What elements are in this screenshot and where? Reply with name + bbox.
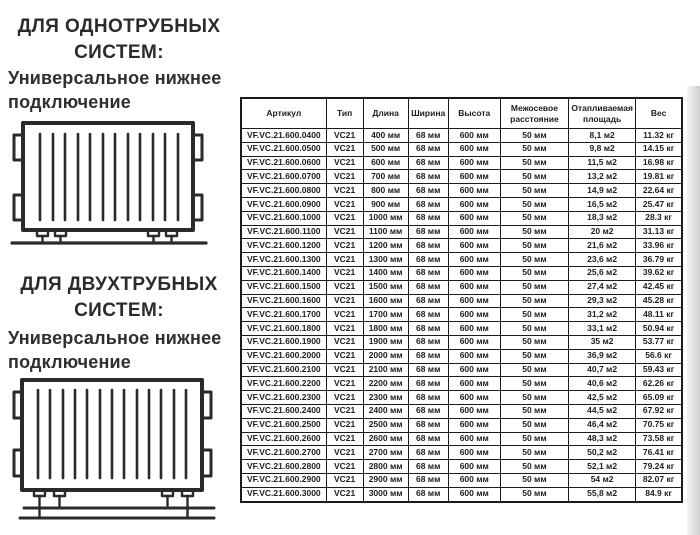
table-cell: 2700 мм: [363, 446, 408, 460]
table-cell: VC21: [326, 170, 363, 184]
table-cell: VC21: [326, 335, 363, 349]
table-cell: 79.24 кг: [636, 460, 682, 474]
table-cell: 68 мм: [408, 266, 448, 280]
table-row: [241, 280, 682, 294]
table-cell: 18,3 м2: [569, 211, 636, 225]
column-header: Межосевое расстояние: [500, 98, 568, 129]
table-row: [241, 460, 682, 474]
table-cell: 50 мм: [500, 266, 568, 280]
table-cell: VC21: [326, 308, 363, 322]
table-cell: VF.VC.21.600.1300: [241, 253, 326, 267]
table-cell: 600 мм: [448, 335, 500, 349]
table-cell: VF.VC.21.600.2200: [241, 377, 326, 391]
table-row: [241, 487, 682, 501]
table-row: [241, 349, 682, 363]
table-cell: 68 мм: [408, 294, 448, 308]
table-cell: 2800 мм: [363, 460, 408, 474]
table-cell: 600 мм: [448, 129, 500, 143]
table-cell: VC21: [326, 197, 363, 211]
column-header: Высота: [448, 98, 500, 129]
table-row: [241, 446, 682, 460]
table-cell: 68 мм: [408, 391, 448, 405]
table-cell: 600 мм: [448, 211, 500, 225]
table-row: [241, 129, 682, 143]
table-cell: 1700 мм: [363, 308, 408, 322]
table-cell: 68 мм: [408, 363, 448, 377]
table-cell: 31.13 кг: [636, 225, 682, 239]
table-cell: 68 мм: [408, 142, 448, 156]
table-cell: VF.VC.21.600.2800: [241, 460, 326, 474]
column-header: Длина: [363, 98, 408, 129]
table-cell: 8,1 м2: [569, 129, 636, 143]
table-cell: 68 мм: [408, 377, 448, 391]
table-cell: 600 мм: [448, 239, 500, 253]
table-cell: 25.47 кг: [636, 197, 682, 211]
table-cell: 600 мм: [448, 308, 500, 322]
table-cell: 600 мм: [448, 432, 500, 446]
table-row: [241, 266, 682, 280]
table-cell: VC21: [326, 225, 363, 239]
table-cell: 50.94 кг: [636, 322, 682, 336]
two-pipe-subheading: Универсальное нижнее подключение: [8, 328, 222, 373]
table-cell: 68 мм: [408, 197, 448, 211]
table-cell: 800 мм: [363, 184, 408, 198]
table-cell: VC21: [326, 266, 363, 280]
table-cell: 700 мм: [363, 170, 408, 184]
column-header: Вес: [636, 98, 682, 129]
table-cell: 68 мм: [408, 253, 448, 267]
table-cell: 62.26 кг: [636, 377, 682, 391]
table-cell: 600 мм: [448, 253, 500, 267]
two-pipe-heading: ДЛЯ ДВУХТРУБНЫХ СИСТЕМ:: [20, 274, 218, 321]
table-cell: 500 мм: [363, 142, 408, 156]
table-cell: VC21: [326, 391, 363, 405]
table-row: [241, 170, 682, 184]
table-cell: 68 мм: [408, 460, 448, 474]
table-cell: VF.VC.21.600.1500: [241, 280, 326, 294]
table-cell: 600 мм: [448, 487, 500, 501]
table-cell: 68 мм: [408, 446, 448, 460]
table-cell: 1000 мм: [363, 211, 408, 225]
table-cell: 48.11 кг: [636, 308, 682, 322]
table-cell: 50,2 м2: [569, 446, 636, 460]
table-cell: VF.VC.21.600.1000: [241, 211, 326, 225]
table-cell: 50 мм: [500, 197, 568, 211]
table-cell: VC21: [326, 142, 363, 156]
table-body: [241, 129, 682, 502]
table-cell: 28.3 кг: [636, 211, 682, 225]
table-cell: VF.VC.21.600.2900: [241, 473, 326, 487]
table-cell: 67.92 кг: [636, 404, 682, 418]
table-cell: 68 мм: [408, 322, 448, 336]
table-cell: 50 мм: [500, 322, 568, 336]
table-cell: 1400 мм: [363, 266, 408, 280]
table-cell: VF.VC.21.600.2400: [241, 404, 326, 418]
table-cell: VC21: [326, 322, 363, 336]
one-pipe-heading: ДЛЯ ОДНОТРУБНЫХ СИСТЕМ:: [17, 16, 221, 63]
table-cell: 21,6 м2: [569, 239, 636, 253]
table-cell: 1200 мм: [363, 239, 408, 253]
table-row: [241, 418, 682, 432]
table-cell: VC21: [326, 473, 363, 487]
table-cell: 50 мм: [500, 211, 568, 225]
table-cell: 20 м2: [569, 225, 636, 239]
table-cell: 50 мм: [500, 142, 568, 156]
table-cell: 600 мм: [448, 294, 500, 308]
table-cell: 68 мм: [408, 473, 448, 487]
table-cell: 600 мм: [448, 418, 500, 432]
table-cell: 600 мм: [448, 225, 500, 239]
table-row: [241, 308, 682, 322]
table-cell: 50 мм: [500, 335, 568, 349]
radiator-two-pipe-diagram: [10, 372, 220, 524]
table-cell: VC21: [326, 418, 363, 432]
table-row: [241, 225, 682, 239]
table-cell: VF.VC.21.600.0700: [241, 170, 326, 184]
table-row: [241, 391, 682, 405]
table-cell: 50 мм: [500, 460, 568, 474]
table-cell: 1300 мм: [363, 253, 408, 267]
one-pipe-subheading: Универсальное нижнее подключение: [8, 68, 222, 113]
table-cell: 900 мм: [363, 197, 408, 211]
table-cell: VC21: [326, 377, 363, 391]
table-cell: 52,1 м2: [569, 460, 636, 474]
table-cell: 65.09 кг: [636, 391, 682, 405]
table-cell: 50 мм: [500, 225, 568, 239]
table-row: [241, 377, 682, 391]
table-cell: VF.VC.21.600.2500: [241, 418, 326, 432]
table-cell: 68 мм: [408, 156, 448, 170]
table-cell: 50 мм: [500, 349, 568, 363]
table-cell: 68 мм: [408, 211, 448, 225]
column-header: Артикул: [241, 98, 326, 129]
table-cell: 59.43 кг: [636, 363, 682, 377]
column-header: Отапливаемая площадь: [569, 98, 636, 129]
table-cell: 50 мм: [500, 129, 568, 143]
table-cell: 600 мм: [448, 142, 500, 156]
table-cell: VF.VC.21.600.1900: [241, 335, 326, 349]
table-cell: VF.VC.21.600.2700: [241, 446, 326, 460]
table-cell: 45.28 кг: [636, 294, 682, 308]
table-cell: VC21: [326, 294, 363, 308]
table-cell: 50 мм: [500, 473, 568, 487]
table-cell: 600 мм: [448, 170, 500, 184]
table-cell: 19.81 кг: [636, 170, 682, 184]
table-cell: 50 мм: [500, 294, 568, 308]
table-row: [241, 404, 682, 418]
table-cell: 33,1 м2: [569, 322, 636, 336]
table-row: [241, 322, 682, 336]
radiator-one-pipe-diagram: [10, 110, 210, 248]
table-cell: 35 м2: [569, 335, 636, 349]
table-cell: 68 мм: [408, 487, 448, 501]
table-cell: 11.32 кг: [636, 129, 682, 143]
table-cell: 76.41 кг: [636, 446, 682, 460]
table-cell: VC21: [326, 487, 363, 501]
table-row: [241, 156, 682, 170]
table-row: [241, 363, 682, 377]
table-cell: 50 мм: [500, 184, 568, 198]
table-cell: 400 мм: [363, 129, 408, 143]
table-cell: VF.VC.21.600.1100: [241, 225, 326, 239]
table-cell: 600 мм: [363, 156, 408, 170]
table-cell: 600 мм: [448, 446, 500, 460]
table-cell: VC21: [326, 460, 363, 474]
table-cell: 40,7 м2: [569, 363, 636, 377]
table-cell: 2400 мм: [363, 404, 408, 418]
table-cell: VF.VC.21.600.2000: [241, 349, 326, 363]
table-cell: 48,3 м2: [569, 432, 636, 446]
table-cell: 11,5 м2: [569, 156, 636, 170]
table-cell: VF.VC.21.600.0900: [241, 197, 326, 211]
table-cell: 42,5 м2: [569, 391, 636, 405]
table-cell: 600 мм: [448, 322, 500, 336]
table-cell: 600 мм: [448, 404, 500, 418]
table-cell: 50 мм: [500, 253, 568, 267]
table-cell: 600 мм: [448, 363, 500, 377]
table-cell: VC21: [326, 156, 363, 170]
table-cell: 2300 мм: [363, 391, 408, 405]
table-cell: 68 мм: [408, 225, 448, 239]
page-edge-shadow: [687, 86, 700, 535]
table-cell: 600 мм: [448, 391, 500, 405]
table-cell: 40,6 м2: [569, 377, 636, 391]
table-cell: 68 мм: [408, 404, 448, 418]
table-cell: 2000 мм: [363, 349, 408, 363]
table-cell: VF.VC.21.600.0800: [241, 184, 326, 198]
table-cell: 42.45 кг: [636, 280, 682, 294]
table-cell: 600 мм: [448, 473, 500, 487]
table-cell: 70.75 кг: [636, 418, 682, 432]
table-cell: 68 мм: [408, 418, 448, 432]
table-cell: 50 мм: [500, 308, 568, 322]
table-row: [241, 335, 682, 349]
table-cell: 1500 мм: [363, 280, 408, 294]
table-cell: 14.15 кг: [636, 142, 682, 156]
table-cell: 50 мм: [500, 280, 568, 294]
table-cell: 50 мм: [500, 418, 568, 432]
table-cell: 600 мм: [448, 266, 500, 280]
table-cell: VC21: [326, 363, 363, 377]
table-cell: 600 мм: [448, 349, 500, 363]
table-cell: 36,9 м2: [569, 349, 636, 363]
table-cell: 2500 мм: [363, 418, 408, 432]
table-cell: 36.79 кг: [636, 253, 682, 267]
table-cell: 50 мм: [500, 487, 568, 501]
table-cell: VC21: [326, 404, 363, 418]
table-cell: 14,9 м2: [569, 184, 636, 198]
table-cell: VC21: [326, 239, 363, 253]
table-cell: 68 мм: [408, 335, 448, 349]
table-cell: 1600 мм: [363, 294, 408, 308]
left-panel: [0, 0, 238, 535]
table-cell: VF.VC.21.600.0500: [241, 142, 326, 156]
table-cell: VF.VC.21.600.2100: [241, 363, 326, 377]
table-cell: VC21: [326, 446, 363, 460]
table-cell: VC21: [326, 184, 363, 198]
table-cell: 50 мм: [500, 239, 568, 253]
table-row: [241, 473, 682, 487]
table-cell: 2600 мм: [363, 432, 408, 446]
table-cell: VC21: [326, 280, 363, 294]
table-cell: 1900 мм: [363, 335, 408, 349]
table-cell: 600 мм: [448, 460, 500, 474]
table-cell: VF.VC.21.600.1800: [241, 322, 326, 336]
table-cell: 84.9 кг: [636, 487, 682, 501]
table-cell: 56.6 кг: [636, 349, 682, 363]
table-cell: 9,8 м2: [569, 142, 636, 156]
table-cell: 22.64 кг: [636, 184, 682, 198]
table-cell: 600 мм: [448, 377, 500, 391]
table-row: [241, 197, 682, 211]
table-cell: 29,3 м2: [569, 294, 636, 308]
table-cell: 54 м2: [569, 473, 636, 487]
table-cell: 55,8 м2: [569, 487, 636, 501]
table-cell: 50 мм: [500, 446, 568, 460]
table-cell: 44,5 м2: [569, 404, 636, 418]
table-cell: 3000 мм: [363, 487, 408, 501]
table-row: [241, 432, 682, 446]
table-cell: 600 мм: [448, 280, 500, 294]
table-cell: VF.VC.21.600.0400: [241, 129, 326, 143]
table-cell: VC21: [326, 129, 363, 143]
table-cell: 2100 мм: [363, 363, 408, 377]
table-cell: VF.VC.21.600.2600: [241, 432, 326, 446]
table-cell: 50 мм: [500, 391, 568, 405]
table-cell: 68 мм: [408, 349, 448, 363]
table-cell: VC21: [326, 349, 363, 363]
table-cell: 68 мм: [408, 432, 448, 446]
table-cell: 13,2 м2: [569, 170, 636, 184]
table-cell: VF.VC.21.600.1700: [241, 308, 326, 322]
table-cell: 68 мм: [408, 239, 448, 253]
table-cell: 1800 мм: [363, 322, 408, 336]
table-cell: 2200 мм: [363, 377, 408, 391]
table-cell: 25,6 м2: [569, 266, 636, 280]
table-cell: 50 мм: [500, 156, 568, 170]
table-row: [241, 253, 682, 267]
table-cell: 23,6 м2: [569, 253, 636, 267]
table-cell: 50 мм: [500, 377, 568, 391]
table-cell: VF.VC.21.600.3000: [241, 487, 326, 501]
table-cell: 73.58 кг: [636, 432, 682, 446]
table-cell: 2900 мм: [363, 473, 408, 487]
table-cell: 68 мм: [408, 308, 448, 322]
table-cell: 68 мм: [408, 170, 448, 184]
table-row: [241, 211, 682, 225]
table-cell: VF.VC.21.600.2300: [241, 391, 326, 405]
table-cell: VF.VC.21.600.1200: [241, 239, 326, 253]
table-cell: 68 мм: [408, 280, 448, 294]
table-cell: VF.VC.21.600.0600: [241, 156, 326, 170]
table-cell: VF.VC.21.600.1400: [241, 266, 326, 280]
column-header: Ширина: [408, 98, 448, 129]
table-cell: 600 мм: [448, 184, 500, 198]
table-cell: 53.77 кг: [636, 335, 682, 349]
table-cell: 27,4 м2: [569, 280, 636, 294]
table-cell: 600 мм: [448, 156, 500, 170]
table-cell: 16.98 кг: [636, 156, 682, 170]
table-cell: VF.VC.21.600.1600: [241, 294, 326, 308]
table-header-row: [241, 98, 682, 129]
spec-table: [240, 97, 683, 503]
table-row: [241, 142, 682, 156]
table-cell: 50 мм: [500, 404, 568, 418]
table-cell: 1100 мм: [363, 225, 408, 239]
table-cell: 50 мм: [500, 170, 568, 184]
table-cell: 82.07 кг: [636, 473, 682, 487]
table-row: [241, 184, 682, 198]
table-cell: 31,2 м2: [569, 308, 636, 322]
table-cell: 68 мм: [408, 184, 448, 198]
column-header: Тип: [326, 98, 363, 129]
table-cell: 33.96 кг: [636, 239, 682, 253]
table-cell: 50 мм: [500, 432, 568, 446]
table-row: [241, 239, 682, 253]
table-cell: 46,4 м2: [569, 418, 636, 432]
table-cell: 39.62 кг: [636, 266, 682, 280]
table-cell: 68 мм: [408, 129, 448, 143]
table-cell: 16,5 м2: [569, 197, 636, 211]
table-cell: VC21: [326, 253, 363, 267]
table-row: [241, 294, 682, 308]
table-cell: 50 мм: [500, 363, 568, 377]
table-cell: VC21: [326, 432, 363, 446]
table-cell: VC21: [326, 211, 363, 225]
table-cell: 600 мм: [448, 197, 500, 211]
